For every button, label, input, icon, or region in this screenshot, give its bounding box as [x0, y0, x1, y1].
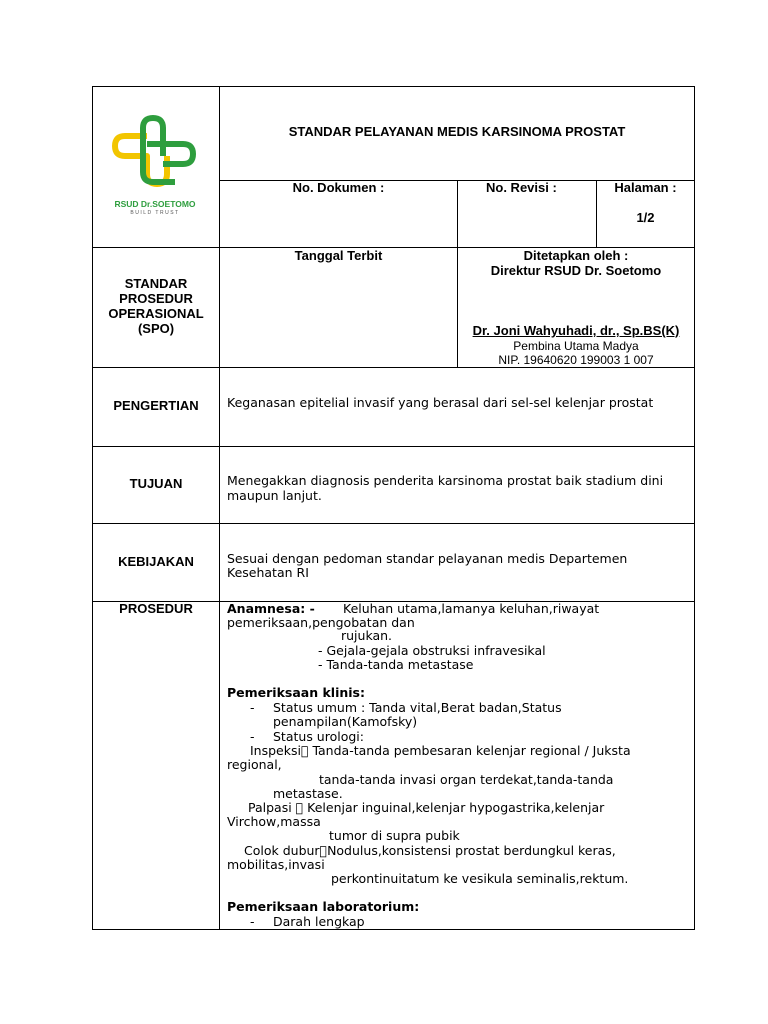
kebijakan-text-1: Sesuai dengan pedoman standar pelayanan medis Departemen — [227, 551, 628, 566]
spo-label-1: STANDAR — [124, 276, 188, 291]
klinis-heading: Pemeriksaan klinis: — [227, 685, 365, 700]
klinis-line: Palpasi Kelenjar inguinal,kelenjar hypogastrika,kelenjar — [248, 800, 593, 815]
table-border-left — [92, 86, 93, 930]
tanggal-terbit-label: Tanggal Terbit — [294, 248, 383, 263]
signer-nip: NIP. 19640620 199003 1 007 — [498, 353, 654, 367]
ditetapkan-direktur: Direktur RSUD Dr. Soetomo — [490, 263, 662, 278]
klinis-line: perkontinuitatum ke vesikula seminalis,rektum. — [331, 871, 629, 886]
table-border-right — [694, 86, 695, 930]
ditetapkan-oleh: Ditetapkan oleh : — [523, 248, 629, 263]
table-border-bottom — [92, 929, 695, 930]
klinis-line: Inspeksi Tanda-tanda pembesaran kelenjar regional / Juksta — [250, 743, 624, 758]
spo-label-3: OPERASIONAL — [108, 306, 204, 321]
row-divider-tujuan — [92, 523, 695, 524]
table-border-top — [92, 86, 695, 87]
spo-label-4: (SPO) — [137, 321, 175, 336]
tujuan-label: TUJUAN — [129, 476, 183, 491]
halaman-value: 1/2 — [636, 210, 655, 225]
anamnesa-line: pemeriksaan,pengobatan dan — [227, 615, 415, 630]
klinis-line: regional, — [227, 757, 282, 772]
logo-emblem-icon — [105, 112, 205, 196]
klinis-line: Colok dubur Nodulus,konsistensi prostat berdungkul keras, — [244, 843, 613, 858]
klinis-line: penampilan(Kamofsky) — [273, 714, 418, 729]
anamnesa-line: Keluhan utama,lamanya keluhan,riwayat — [343, 601, 600, 616]
halaman-label: Halaman : — [614, 180, 677, 195]
lab-bullet: - — [250, 914, 255, 929]
klinis-line: Virchow,massa — [227, 814, 321, 829]
document-title: STANDAR PELAYANAN MEDIS KARSINOMA PROSTAT — [288, 124, 626, 139]
lab-heading: Pemeriksaan laboratorium: — [227, 899, 420, 914]
row-divider-pengertian — [92, 446, 695, 447]
anamnesa-line: - Tanda-tanda metastase — [318, 657, 474, 672]
anamnesa-line: rujukan. — [341, 628, 393, 643]
lab-line: Darah lengkap — [273, 914, 365, 929]
klinis-line: metastase. — [273, 786, 343, 801]
klinis-line: tumor di supra pubik — [329, 828, 460, 843]
column-divider — [219, 86, 220, 930]
anamnesa-line: - Gejala-gejala obstruksi infravesikal — [318, 643, 546, 658]
signer-name: Dr. Joni Wahyuhadi, dr., Sp.BS(K) — [472, 323, 680, 338]
signer-rank: Pembina Utama Madya — [513, 339, 639, 353]
spo-label-2: PROSEDUR — [119, 291, 193, 306]
no-dokumen-label: No. Dokumen : — [292, 180, 385, 195]
pengertian-text: Keganasan epitelial invasif yang berasal dari sel-sel kelenjar prostat — [227, 395, 654, 410]
klinis-bullet: - — [250, 700, 255, 715]
klinis-line: tanda-tanda invasi organ terdekat,tanda-tanda — [319, 772, 614, 787]
pengertian-label: PENGERTIAN — [113, 398, 199, 413]
kebijakan-text-2: Kesehatan RI — [227, 565, 309, 580]
tujuan-text-2: maupun lanjut. — [227, 488, 322, 503]
klinis-line: mobilitas,invasi — [227, 857, 325, 872]
prosedur-label: PROSEDUR — [119, 601, 193, 616]
logo-tagline: BUILD TRUST — [130, 210, 180, 216]
anamnesa-heading: Anamnesa: - — [227, 601, 315, 616]
logo-text: RSUD Dr.SOETOMO — [114, 199, 196, 209]
klinis-line: Status umum : Tanda vital,Berat badan,Status — [273, 700, 562, 715]
klinis-bullet: - — [250, 729, 255, 744]
klinis-line: Status urologi: — [273, 729, 364, 744]
no-revisi-label: No. Revisi : — [486, 180, 557, 195]
kebijakan-label: KEBIJAKAN — [118, 554, 194, 569]
tujuan-text-1: Menegakkan diagnosis penderita karsinoma prostat baik stadium dini — [227, 473, 664, 488]
hospital-logo — [105, 112, 205, 224]
